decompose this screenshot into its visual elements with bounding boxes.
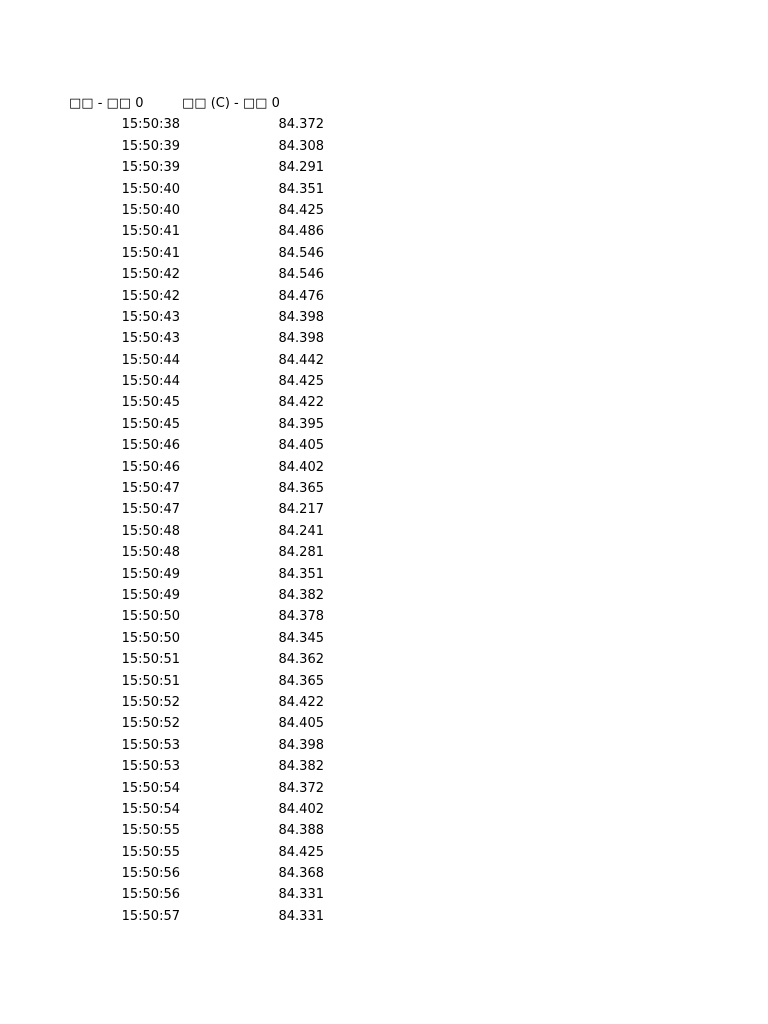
temperature-cell: 84.546	[278, 267, 324, 283]
temperature-cell: 84.308	[278, 138, 324, 154]
time-cell: 15:50:52	[121, 716, 180, 732]
table-row	[0, 157, 768, 178]
time-cell: 15:50:54	[121, 801, 180, 817]
temperature-cell: 84.395	[278, 416, 324, 432]
table-row	[0, 457, 768, 478]
temperature-cell: 84.365	[278, 673, 324, 689]
temperature-cell: 84.546	[278, 245, 324, 261]
table-row	[0, 906, 768, 927]
time-cell: 15:50:51	[121, 652, 180, 668]
table-row	[0, 756, 768, 777]
table-row	[0, 179, 768, 200]
temperature-cell: 84.345	[278, 630, 324, 646]
time-cell: 15:50:42	[121, 267, 180, 283]
table-row	[0, 371, 768, 392]
table-row	[0, 114, 768, 135]
time-cell: 15:50:50	[121, 630, 180, 646]
table-row	[0, 778, 768, 799]
temperature-cell: 84.422	[278, 694, 324, 710]
temperature-cell: 84.402	[278, 459, 324, 475]
time-cell: 15:50:43	[121, 331, 180, 347]
time-cell: 15:50:41	[121, 224, 180, 240]
temperature-cell: 84.425	[278, 202, 324, 218]
temperature-cell: 84.372	[278, 117, 324, 133]
table-row	[0, 799, 768, 820]
time-cell: 15:50:40	[121, 202, 180, 218]
time-column-header: □□ - □□ 0	[69, 96, 144, 111]
time-cell: 15:50:45	[121, 395, 180, 411]
time-cell: 15:50:45	[121, 416, 180, 432]
table-row	[0, 328, 768, 349]
table-row	[0, 585, 768, 606]
time-cell: 15:50:47	[121, 481, 180, 497]
time-cell: 15:50:39	[121, 138, 180, 154]
table-row	[0, 392, 768, 413]
temperature-cell: 84.398	[278, 309, 324, 325]
time-cell: 15:50:53	[121, 737, 180, 753]
table-row	[0, 307, 768, 328]
time-cell: 15:50:39	[121, 160, 180, 176]
temperature-cell: 84.291	[278, 160, 324, 176]
time-cell: 15:50:57	[121, 908, 180, 924]
temperature-cell: 84.405	[278, 716, 324, 732]
time-cell: 15:50:56	[121, 887, 180, 903]
temperature-cell: 84.368	[278, 866, 324, 882]
temperature-cell: 84.378	[278, 609, 324, 625]
time-cell: 15:50:48	[121, 523, 180, 539]
temperature-cell: 84.331	[278, 887, 324, 903]
table-row	[0, 200, 768, 221]
temperature-cell: 84.425	[278, 844, 324, 860]
temperature-cell: 84.405	[278, 438, 324, 454]
table-row	[0, 863, 768, 884]
time-cell: 15:50:47	[121, 502, 180, 518]
time-cell: 15:50:43	[121, 309, 180, 325]
time-cell: 15:50:40	[121, 181, 180, 197]
temperature-cell: 84.382	[278, 587, 324, 603]
temperature-cell: 84.422	[278, 395, 324, 411]
table-row	[0, 350, 768, 371]
time-cell: 15:50:49	[121, 566, 180, 582]
time-cell: 15:50:56	[121, 866, 180, 882]
time-cell: 15:50:48	[121, 545, 180, 561]
table-row	[0, 884, 768, 905]
temperature-cell: 84.402	[278, 801, 324, 817]
temperature-cell: 84.442	[278, 352, 324, 368]
header-row	[0, 93, 768, 114]
table-row	[0, 286, 768, 307]
table-row	[0, 243, 768, 264]
time-cell: 15:50:51	[121, 673, 180, 689]
time-cell: 15:50:53	[121, 759, 180, 775]
temperature-column-header: □□ (C) - □□ 0	[182, 96, 280, 111]
data-rows	[0, 114, 768, 927]
temperature-cell: 84.388	[278, 823, 324, 839]
time-cell: 15:50:46	[121, 459, 180, 475]
time-cell: 15:50:49	[121, 587, 180, 603]
table-row	[0, 735, 768, 756]
table-row	[0, 499, 768, 520]
temperature-cell: 84.365	[278, 481, 324, 497]
table-row	[0, 820, 768, 841]
time-cell: 15:50:41	[121, 245, 180, 261]
temperature-cell: 84.362	[278, 652, 324, 668]
time-cell: 15:50:54	[121, 780, 180, 796]
table-row	[0, 628, 768, 649]
temperature-cell: 84.217	[278, 502, 324, 518]
time-cell: 15:50:44	[121, 352, 180, 368]
temperature-cell: 84.476	[278, 288, 324, 304]
time-cell: 15:50:42	[121, 288, 180, 304]
table-row	[0, 264, 768, 285]
temperature-cell: 84.398	[278, 331, 324, 347]
time-cell: 15:50:52	[121, 694, 180, 710]
time-cell: 15:50:44	[121, 374, 180, 390]
temperature-cell: 84.382	[278, 759, 324, 775]
temperature-cell: 84.241	[278, 523, 324, 539]
table-row	[0, 606, 768, 627]
temperature-cell: 84.486	[278, 224, 324, 240]
time-cell: 15:50:38	[121, 117, 180, 133]
temperature-cell: 84.331	[278, 908, 324, 924]
table-row	[0, 564, 768, 585]
time-cell: 15:50:55	[121, 844, 180, 860]
table-row	[0, 542, 768, 563]
table-row	[0, 221, 768, 242]
temperature-cell: 84.351	[278, 181, 324, 197]
temperature-cell: 84.351	[278, 566, 324, 582]
table-row	[0, 671, 768, 692]
table-row	[0, 478, 768, 499]
temperature-cell: 84.372	[278, 780, 324, 796]
time-cell: 15:50:55	[121, 823, 180, 839]
time-cell: 15:50:46	[121, 438, 180, 454]
table-row	[0, 692, 768, 713]
table-row	[0, 435, 768, 456]
temperature-cell: 84.398	[278, 737, 324, 753]
table-row	[0, 713, 768, 734]
data-sheet	[0, 93, 768, 927]
table-row	[0, 136, 768, 157]
table-row	[0, 842, 768, 863]
table-row	[0, 414, 768, 435]
time-cell: 15:50:50	[121, 609, 180, 625]
table-row	[0, 521, 768, 542]
table-row	[0, 649, 768, 670]
temperature-cell: 84.281	[278, 545, 324, 561]
temperature-cell: 84.425	[278, 374, 324, 390]
